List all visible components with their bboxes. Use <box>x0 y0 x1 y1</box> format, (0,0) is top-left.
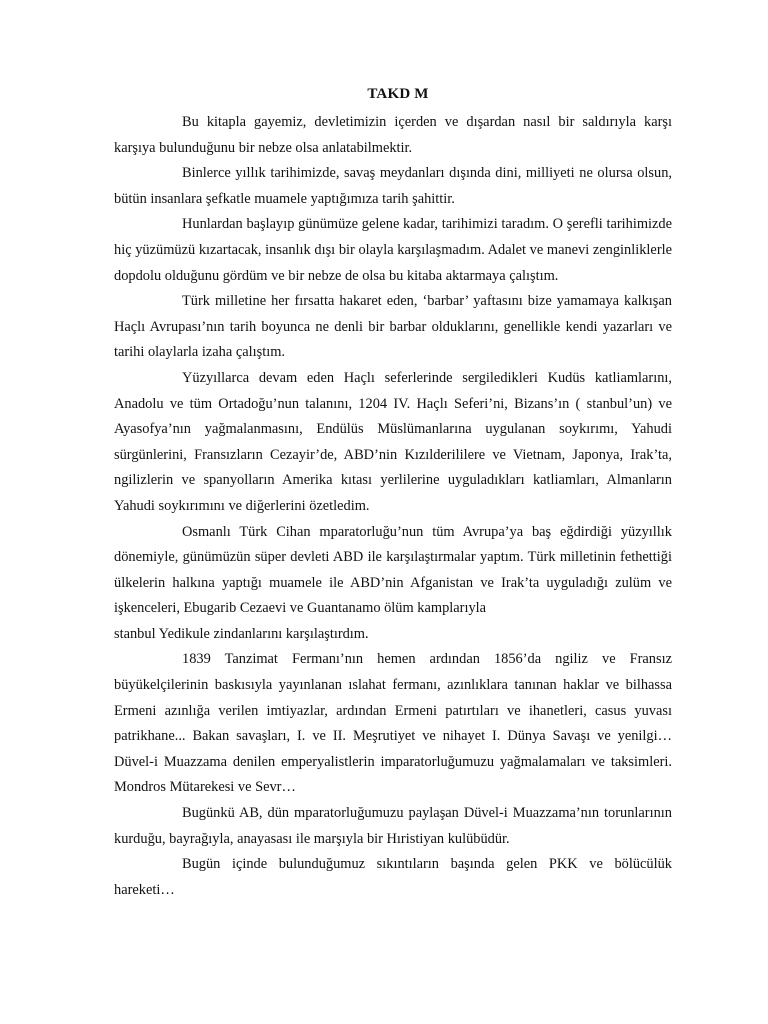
paragraph-barbar: Türk milletine her fırsatta hakaret eden, ‘barbar’ yaftasını bize yamamaya kalkışan Haçlı Avrupası’nın tarih boyunca ne denli bir barbar olduklarını, genellikle kendi yazarları ve tarihi olaylarla izaha çalıştım. <box>114 293 672 361</box>
paragraph-pkk: Bugün içinde bulunduğumuz sıkıntıların başında gelen PKK ve bölücülük hareketi… <box>114 856 672 898</box>
paragraph-huns: Hunlardan başlayıp günümüze gelene kadar, tarihimizi taradım. O şerefli tarihimizde hiç yüzümüzü kızartacak, insanlık dışı bir olayla karşılaşmadım. Adalet ve manevi zenginliklerle dopdolu olduğunu gördüm ve bir nebze de olsa bu kitaba aktarmaya çalıştım. <box>114 216 672 284</box>
standalone-line-yedikule: stanbul Yedikule zindanlarını karşılaştırdım. <box>114 625 369 642</box>
paragraph-ottoman-comparison: Osmanlı Türk Cihan mparatorluğu’nun tüm Avrupa’ya baş eğdirdiği yüzyıllık dönemiyle, günümüzün süper devleti ABD ile karşılaştırmalar yaptım. Türk milletinin fethettiği ülkelerin halkına yaptığı muamele ile ABD’nin Afganistan ve Irak’ta uyguladığı zulüm ve işkenceleri, Ebugarib Cezaevi ve Guantanamo ölüm kamplarıyla <box>114 523 672 617</box>
paragraph-purpose: Bu kitapla gayemiz, devletimizin içerden ve dışardan nasıl bir saldırıyla karşı karşıya bulunduğunu bir nebze olsa anlatabilmektir. <box>114 114 672 156</box>
page-title: TAKD M <box>367 86 429 102</box>
document-page <box>114 84 672 903</box>
paragraph-eu: Bugünkü AB, dün mparatorluğumuzu paylaşan Düvel-i Muazzama’nın torunlarının kurduğu, bayrağıyla, anayasası ile marşıyla bir Hıristiyan kulübüdür. <box>114 805 672 847</box>
paragraph-crusades: Yüzyıllarca devam eden Haçlı seferlerinde sergiledikleri Kudüs katliamlarını, Anadolu ve tüm Ortadoğu’nun talanını, 1204 IV. Haçlı Seferi’ni, Bizans’ın ( stanbul’un) ve Ayasofya’nın yağmalanmasını, Endülüs Müslümanlarına uygulanan soykırımı, Yahudi sürgünlerini, Fransızların Cezayir’de, ABD’nin Kızılderililere ve Vietnam, Japonya, Irak’ta, ngilizlerin ve spanyolların Amerika kıtası yerlilerine uyguladıkları katliamları, Almanların Yahudi soykırımını ve diğerlerini özetledim. <box>114 369 672 514</box>
paragraph-history-witness: Binlerce yıllık tarihimizde, savaş meydanları dışında dini, milliyeti ne olursa olsun, bütün insanlara şefkatle muamele yaptığımıza tarih şahittir. <box>114 165 672 207</box>
paragraph-tanzimat: 1839 Tanzimat Fermanı’nın hemen ardından 1856’da ngiliz ve Fransız büyükelçilerinin baskısıyla yayınlanan ıslahat fermanı, azınlıklara tanınan haklar ve bilhassa Ermeni azınlığa verilen imtiyazlar, ardından Ermeni patırtıları ve ihanetleri, casus yuvası patrikhane... Bakan savaşları, I. ve II. Meşrutiyet ve nihayet I. Dünya Savaşı ve yenilgi… Düvel-i Muazzama denilen emperyalistlerin imparatorluğumuzu yağmalamaları ve taksimleri. Mondros Mütarekesi ve Sevr… <box>114 651 672 796</box>
